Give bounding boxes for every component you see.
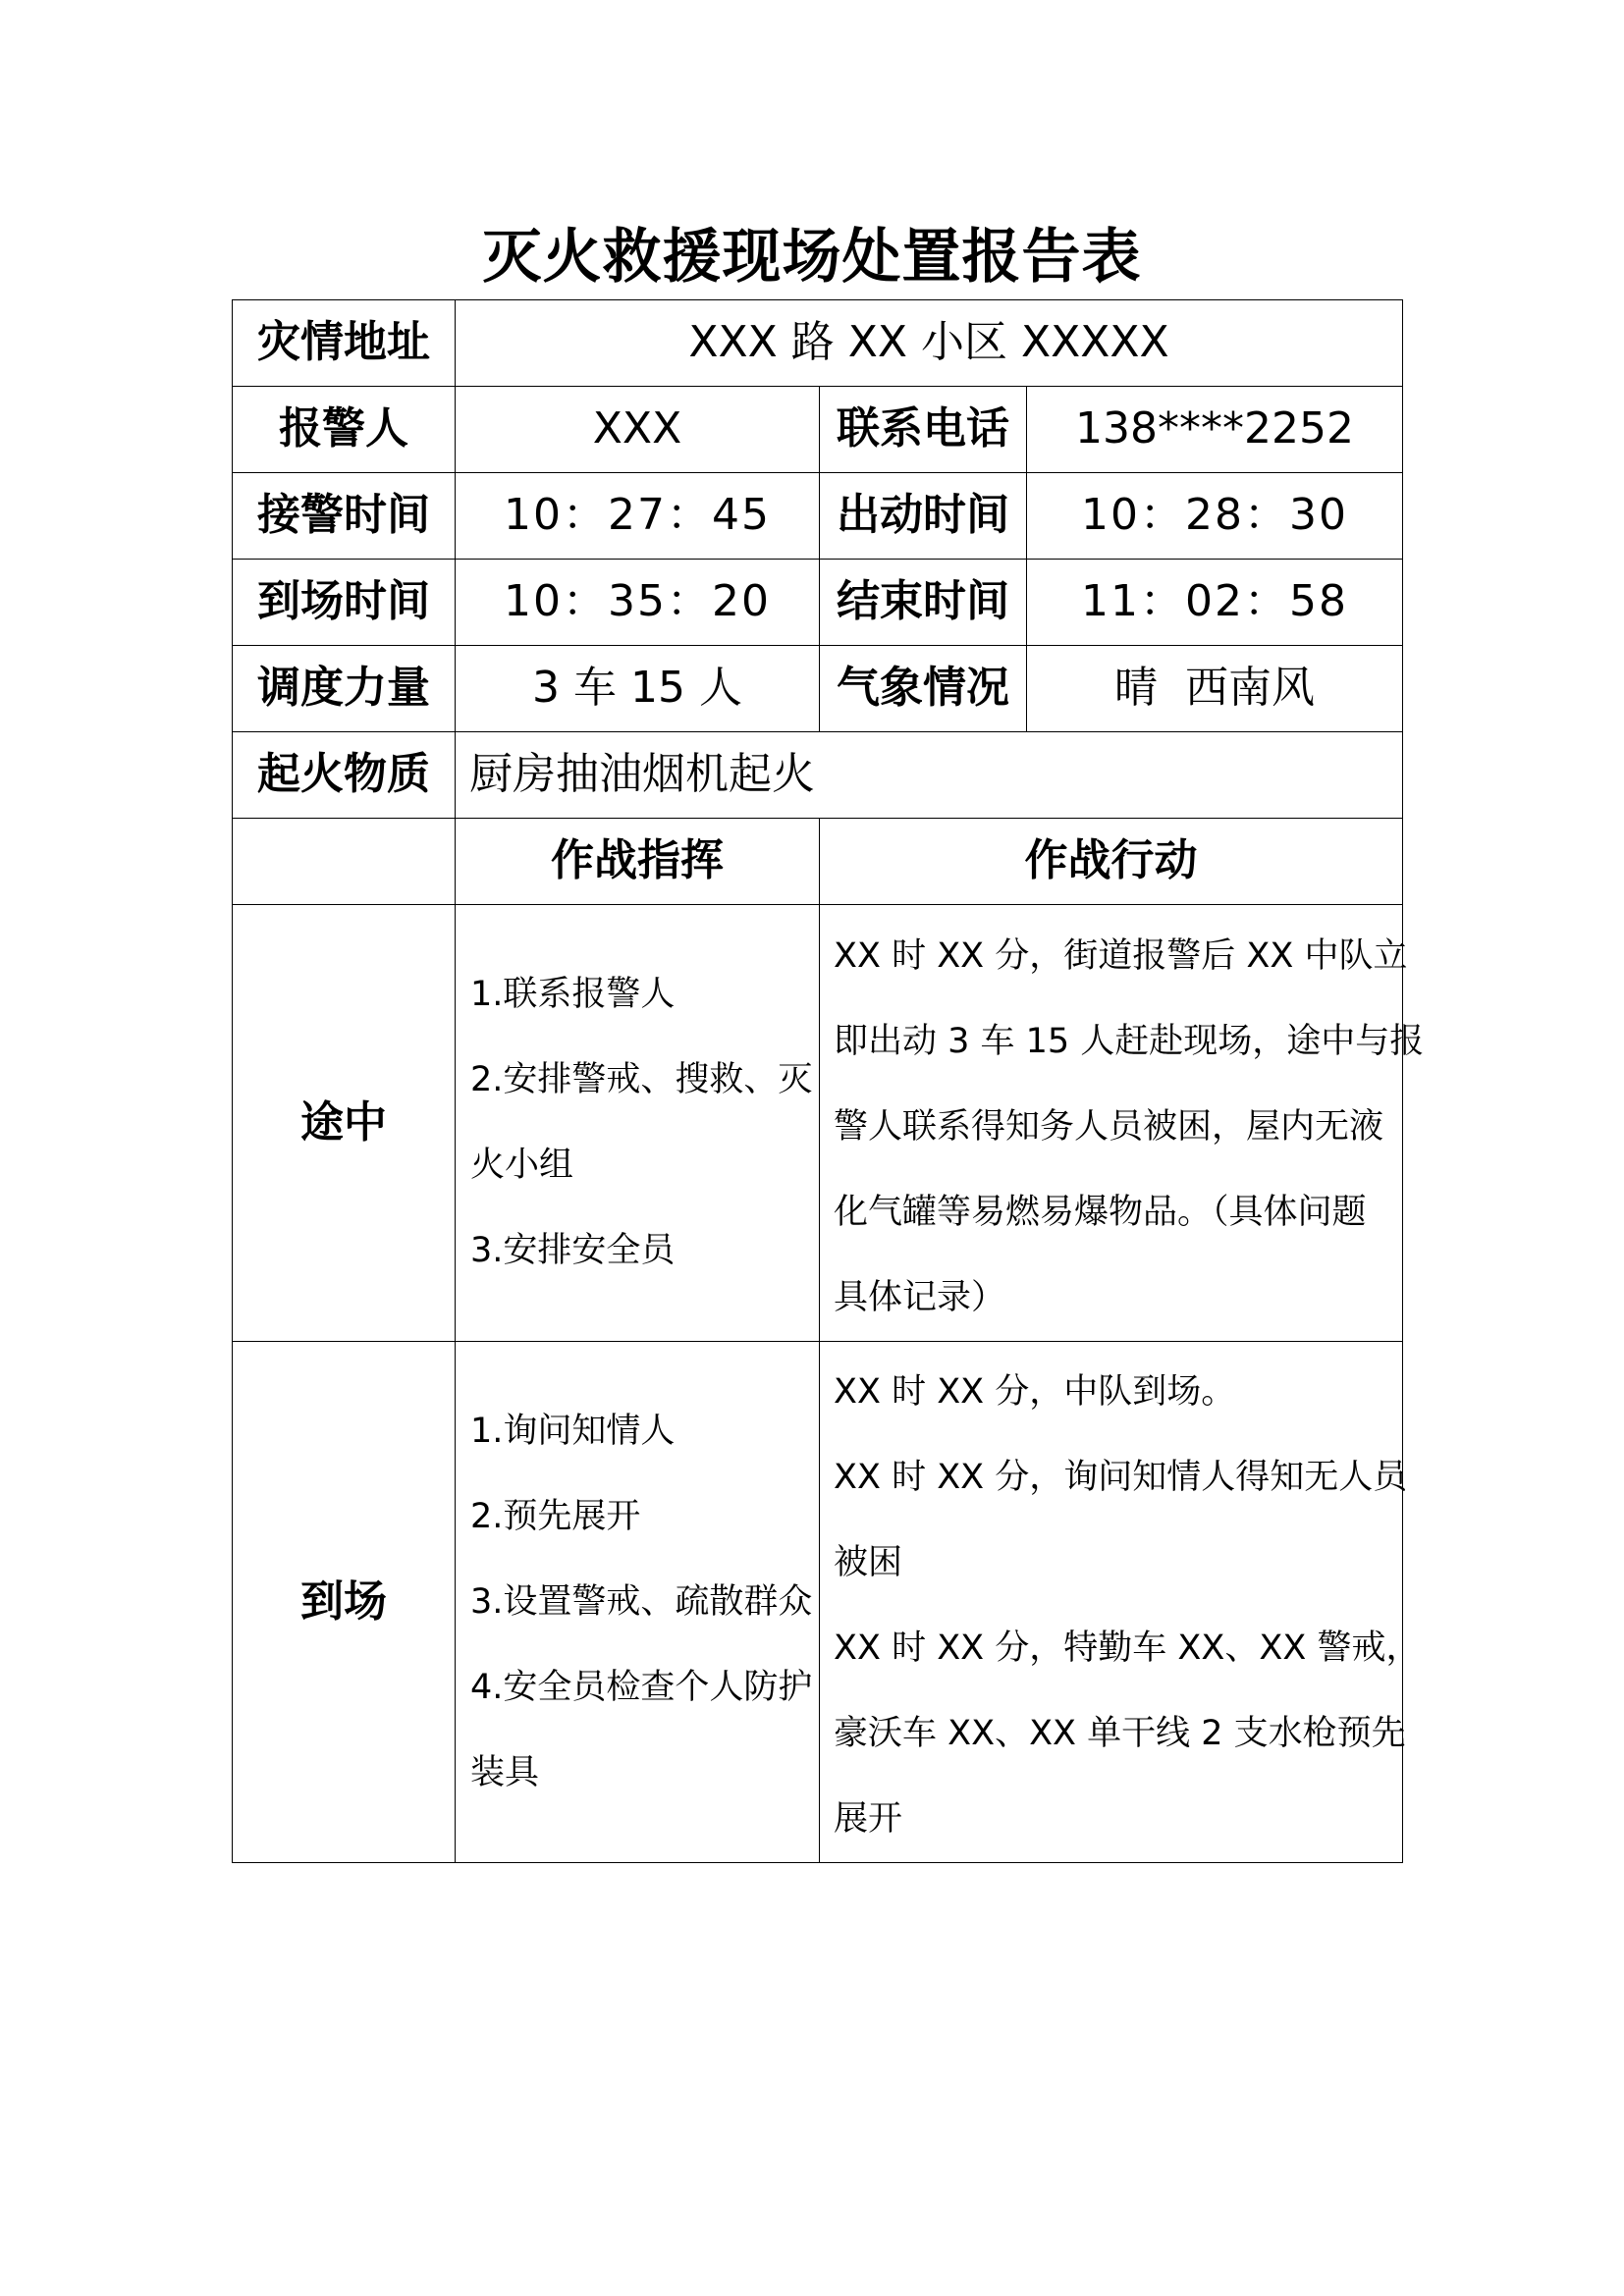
action-text [820,905,1425,1342]
action-line: XX 时 XX 分，特勤车 XX、XX 警戒， [834,1629,1421,1668]
action-text [820,1342,1421,1863]
action-line: 被困 [834,1543,903,1582]
phase-name: 途中 [233,905,456,1342]
command-line: 2.预先展开 [470,1496,641,1536]
phone-label: 联系电话 [820,387,1027,473]
force-label: 调度力量 [233,646,456,732]
header-action: 作战行动 [820,819,1403,905]
action-line: 具体记录） [834,1277,1006,1317]
end-time-label: 结束时间 [820,560,1027,646]
row-fire-material [233,732,1403,819]
row-phase-arrive [233,1342,1403,1863]
action-line: 豪沃车 XX、XX 单干线 2 支水枪预先 [834,1714,1406,1753]
weather-label: 气象情况 [820,646,1027,732]
command-line: 1.联系报警人 [470,975,676,1014]
row-reporter [233,387,1403,473]
arrive-time-label: 到场时间 [233,560,456,646]
action-line: XX 时 XX 分，中队到场。 [834,1372,1236,1412]
action-line: 展开 [834,1799,903,1839]
report-table [232,299,1425,1863]
command-line: 4.安全员检查个人防护 [470,1667,813,1707]
arrive-time-value: 10：35：20 [456,560,820,646]
reporter-label: 报警人 [233,387,456,473]
command-line: 2.安排警戒、搜救、灭 [470,1060,813,1099]
address-value: XXX 路 XX 小区 XXXXX [456,300,1403,387]
header-command: 作战指挥 [456,819,820,905]
phase-name: 到场 [233,1342,456,1863]
fire-material-value: 厨房抽油烟机起火 [456,732,1403,819]
row-force-weather [233,646,1403,732]
row-address [233,300,1403,387]
row-alarm-times [233,473,1403,560]
force-value: 3 车 15 人 [456,646,820,732]
command-line: 装具 [470,1752,540,1792]
end-time-value: 11：02：58 [1027,560,1403,646]
action-line: XX 时 XX 分，街道报警后 XX 中队立 [834,935,1408,976]
command-line: 火小组 [470,1146,574,1185]
dispatch-time-value: 10：28：30 [1027,473,1403,560]
row-column-headers [233,819,1403,905]
address-label: 灾情地址 [233,300,456,387]
command-list [456,905,820,1342]
dispatch-time-label: 出动时间 [820,473,1027,560]
action-line: 化气罐等易燃易爆物品。（具体问题 [834,1192,1367,1232]
weather-value: 晴 西南风 [1027,646,1403,732]
command-line: 3.设置警戒、疏散群众 [470,1581,813,1622]
command-line: 1.询问知情人 [470,1411,676,1451]
action-line: XX 时 XX 分，询问知情人得知无人员 [834,1458,1408,1497]
phone-value: 138****2252 [1027,387,1403,473]
fire-material-label: 起火物质 [233,732,456,819]
command-line: 3.安排安全员 [470,1231,676,1270]
alarm-time-label: 接警时间 [233,473,456,560]
row-phase-enroute [233,905,1403,1342]
page-title: 灭火救援现场处置报告表 [482,223,1142,292]
alarm-time-value: 10：27：45 [456,473,820,560]
reporter-value: XXX [456,387,820,473]
command-list [456,1342,820,1863]
header-empty-cell [233,819,456,905]
row-arrive-times [233,560,1403,646]
action-line: 警人联系得知务人员被困，屋内无液 [834,1106,1384,1147]
action-line: 即出动 3 车 15 人赶赴现场，途中与报 [834,1021,1425,1061]
